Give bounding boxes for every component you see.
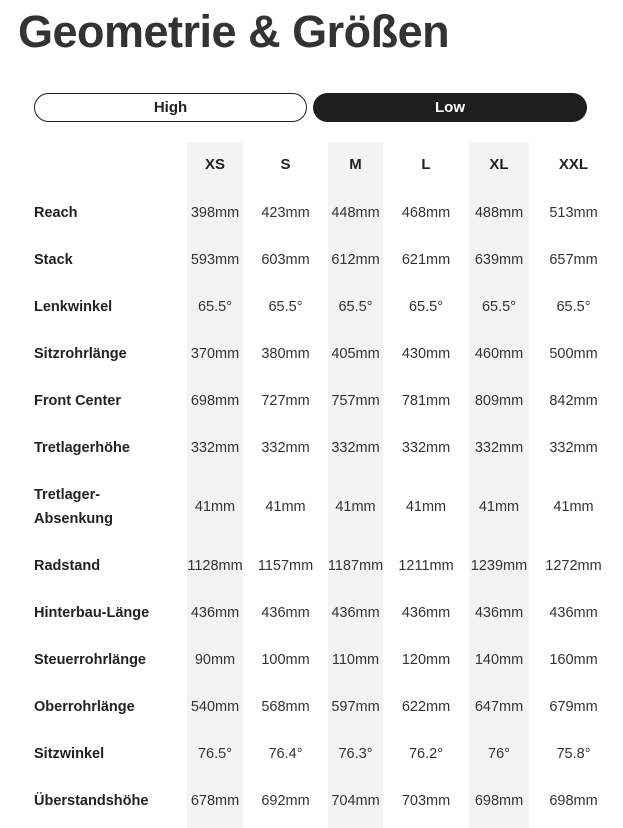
- table-cell: 65.5°: [408, 299, 444, 315]
- table-cell: 727mm: [261, 393, 310, 409]
- table-cell: 41mm: [335, 499, 376, 515]
- table-cell: 160mm: [549, 652, 598, 668]
- table-cell: 405mm: [331, 346, 380, 362]
- row-label: Tretlager- Absenkung: [34, 487, 113, 527]
- table-cell: 1272mm: [545, 558, 602, 574]
- row-label: Reach: [34, 205, 78, 221]
- table-cell: 65.5°: [268, 299, 303, 315]
- table-cell: 332mm: [261, 440, 310, 456]
- table-cell: 436mm: [190, 605, 240, 621]
- table-cell: 90mm: [194, 652, 236, 668]
- table-cell: 698mm: [474, 793, 524, 809]
- table-cell: 781mm: [401, 393, 451, 409]
- table-cell: 1239mm: [470, 558, 528, 574]
- row-label: Hinterbau-Länge: [34, 605, 150, 621]
- table-cell: 622mm: [401, 699, 451, 715]
- table-cell: 436mm: [474, 605, 524, 621]
- table-cell: 41mm: [265, 499, 306, 515]
- table-cell: 332mm: [190, 440, 240, 456]
- table-cell: 332mm: [474, 440, 524, 456]
- column-shade: [469, 142, 529, 828]
- table-cell: 436mm: [331, 605, 380, 621]
- table-cell: 436mm: [261, 605, 310, 621]
- row-label: Tretlagerhöhe: [34, 440, 130, 456]
- table-cell: 1157mm: [257, 558, 314, 574]
- table-cell: 65.5°: [197, 299, 233, 315]
- page-title: Geometrie & Größen: [18, 6, 450, 57]
- table-cell: 76.2°: [408, 746, 444, 762]
- column-shade: [187, 142, 243, 828]
- toggle-low-button[interactable]: Low: [313, 93, 587, 122]
- row-label: Front Center: [34, 393, 121, 409]
- table-cell: 460mm: [474, 346, 524, 362]
- table-cell: 75.8°: [556, 746, 591, 762]
- table-cell: 380mm: [261, 346, 310, 362]
- table-cell: 809mm: [474, 393, 524, 409]
- table-cell: 436mm: [549, 605, 598, 621]
- table-cell: 65.5°: [556, 299, 591, 315]
- table-cell: 1128mm: [187, 558, 243, 574]
- table-cell: 140mm: [474, 652, 524, 668]
- table-cell: 65.5°: [338, 299, 373, 315]
- row-label: Sitzwinkel: [34, 746, 105, 762]
- table-cell: 430mm: [401, 346, 451, 362]
- table-cell: 120mm: [401, 652, 451, 668]
- table-cell: 332mm: [331, 440, 380, 456]
- table-cell: 692mm: [261, 793, 310, 809]
- table-cell: 1187mm: [327, 558, 384, 574]
- table-cell: 41mm: [194, 499, 236, 515]
- table-cell: 76.3°: [338, 746, 373, 762]
- table-cell: 41mm: [553, 499, 594, 515]
- table-cell: 621mm: [401, 252, 451, 268]
- table-cell: 65.5°: [481, 299, 517, 315]
- table-cell: 679mm: [549, 699, 598, 715]
- table-cell: 1211mm: [398, 558, 454, 574]
- table-cell: 110mm: [331, 652, 380, 668]
- table-cell: 612mm: [331, 252, 380, 268]
- size-header: S: [280, 156, 291, 173]
- table-cell: 698mm: [549, 793, 598, 809]
- table-cell: 76.4°: [268, 746, 303, 762]
- row-label: Steuerrohrlänge: [34, 652, 146, 668]
- table-cell: 704mm: [331, 793, 380, 809]
- row-label: Radstand: [34, 558, 101, 574]
- row-label: Sitzrohrlänge: [34, 346, 127, 362]
- table-cell: 41mm: [478, 499, 520, 515]
- table-cell: 757mm: [331, 393, 380, 409]
- size-header: XL: [489, 156, 509, 173]
- table-cell: 603mm: [261, 252, 310, 268]
- table-cell: 100mm: [261, 652, 310, 668]
- size-header: M: [349, 156, 362, 173]
- table-cell: 540mm: [190, 699, 240, 715]
- table-cell: 488mm: [474, 205, 524, 221]
- table-cell: 842mm: [549, 393, 598, 409]
- table-cell: 698mm: [190, 393, 240, 409]
- table-cell: 448mm: [331, 205, 380, 221]
- table-cell: 76.5°: [197, 746, 233, 762]
- table-cell: 370mm: [190, 346, 240, 362]
- table-cell: 500mm: [549, 346, 598, 362]
- table-cell: 513mm: [549, 205, 598, 221]
- table-cell: 76°: [488, 746, 510, 762]
- table-cell: 468mm: [401, 205, 451, 221]
- size-header: XS: [204, 156, 225, 173]
- table-cell: 597mm: [331, 699, 380, 715]
- table-cell: 332mm: [549, 440, 598, 456]
- table-cell: 593mm: [190, 252, 240, 268]
- table-cell: 678mm: [190, 793, 240, 809]
- table-cell: 639mm: [474, 252, 524, 268]
- table-cell: 657mm: [549, 252, 598, 268]
- table-cell: 436mm: [401, 605, 451, 621]
- toggle-high-button[interactable]: High: [34, 93, 307, 122]
- row-label: Stack: [34, 252, 73, 268]
- table-cell: 568mm: [261, 699, 310, 715]
- table-cell: 332mm: [401, 440, 451, 456]
- table-cell: 423mm: [261, 205, 310, 221]
- row-label: Lenkwinkel: [34, 299, 113, 315]
- table-cell: 647mm: [474, 699, 524, 715]
- size-header: XXL: [558, 156, 589, 173]
- table-cell: 398mm: [190, 205, 240, 221]
- row-label: Oberrohrlänge: [34, 699, 135, 715]
- table-cell: 703mm: [401, 793, 451, 809]
- table-cell: 41mm: [405, 499, 447, 515]
- row-label: Überstandshöhe: [34, 793, 149, 809]
- column-shade: [328, 142, 383, 828]
- size-header: L: [421, 156, 431, 173]
